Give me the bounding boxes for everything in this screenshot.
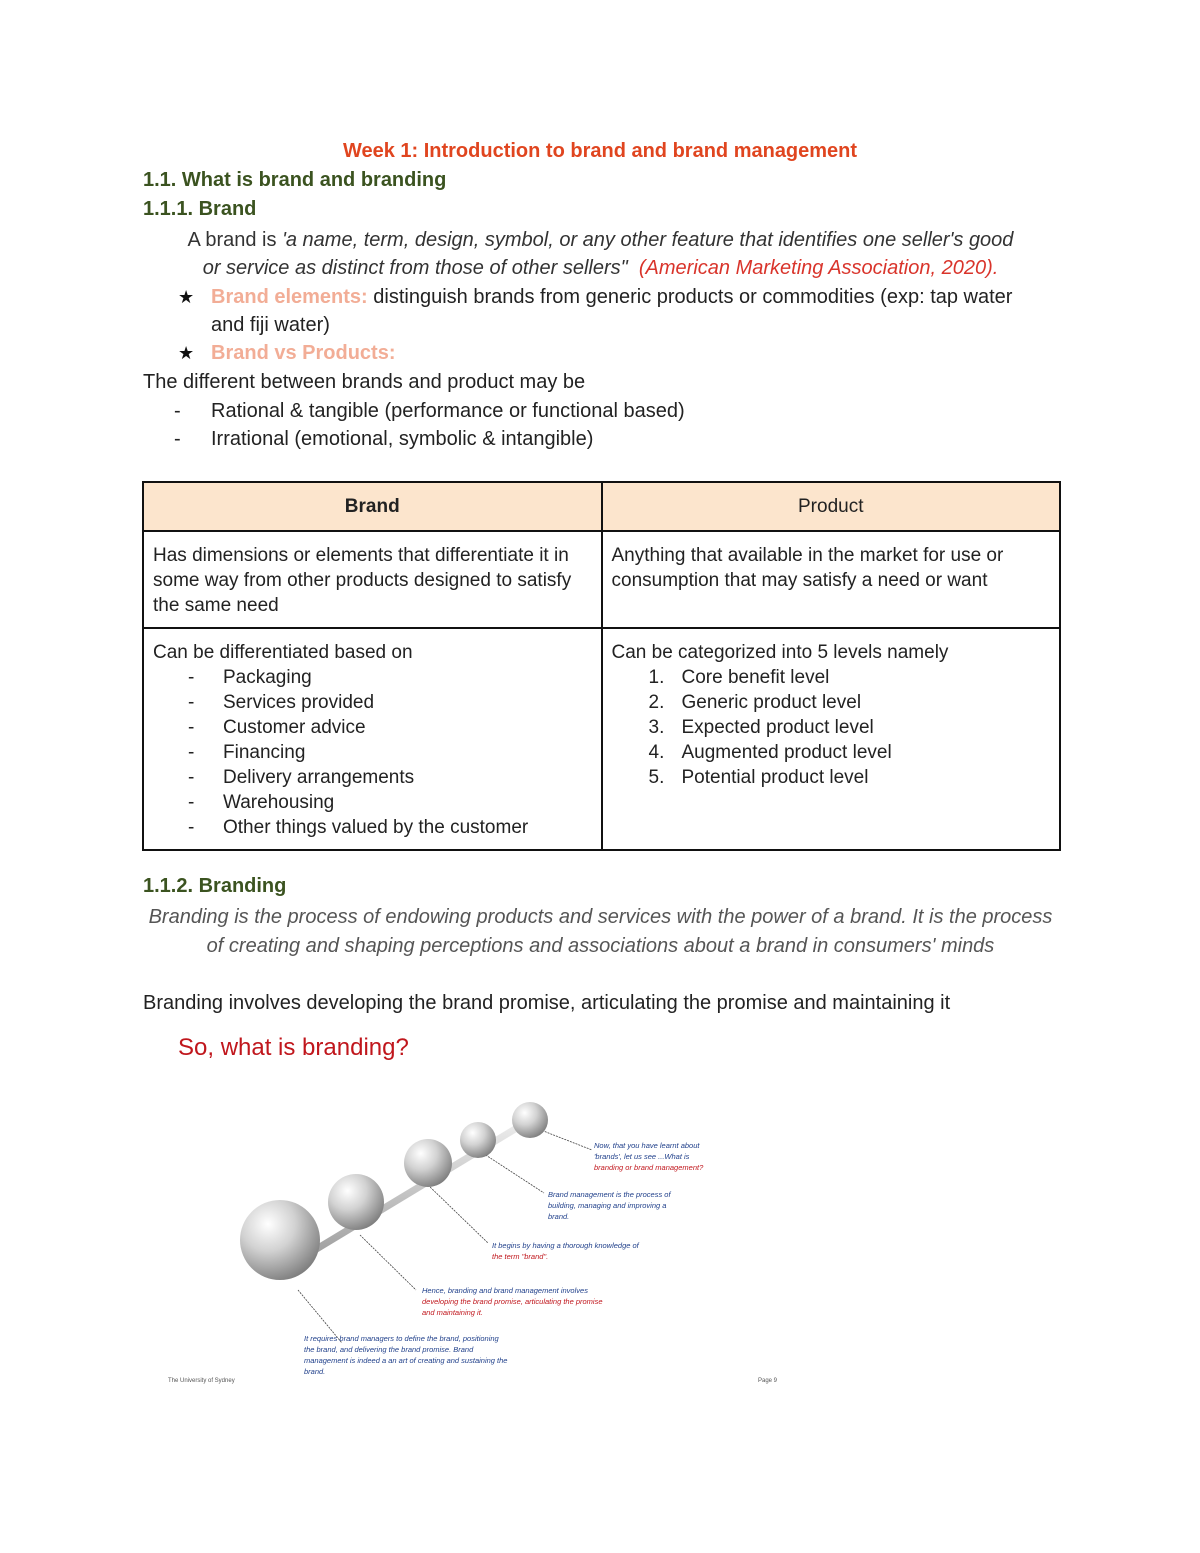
list-item: - Financing: [188, 742, 306, 763]
bullet-brand-elements: [178, 283, 1038, 339]
brand-definition-lead: A brand is: [187, 229, 283, 251]
brand-definition-quote-2: or service as distinct from those of other sellers": [202, 257, 628, 279]
table-cell: Anything that available in the market for use or consumption that may satisfy a need or want: [602, 531, 1061, 628]
differentiation-intro: Can be differentiated based on: [153, 642, 413, 663]
product-levels-list: [612, 665, 1051, 790]
table-cell: [602, 628, 1061, 850]
callout-1: Now, that you have learnt about 'brands', let us see ...What is branding or brand management?: [594, 1141, 704, 1172]
slide-title: So, what is branding?: [178, 1034, 409, 1061]
list-item: - Warehousing: [188, 792, 335, 813]
callout-5: It requires brand managers to define the brand, positioning the brand, and delivering the brand promise. Brand management is indeed a an art of creating and sustaining the brand.: [304, 1334, 508, 1376]
star-bullet-icon: ★: [178, 287, 195, 307]
sphere-4: [460, 1122, 496, 1158]
table-header-row: [143, 482, 1060, 531]
brand-vs-products-label: Brand vs Products:: [211, 342, 396, 364]
table-row: [143, 628, 1060, 850]
pointer-line: [478, 1150, 544, 1193]
list-item: - Rational & tangible (performance or functional based): [174, 400, 685, 422]
list-item: 5. Potential product level: [648, 767, 869, 788]
brand-definition: [143, 226, 1058, 282]
list-item: 3. Expected product level: [648, 717, 874, 738]
slide-footer-left: The University of Sydney: [168, 1378, 235, 1384]
list-item: - Irrational (emotional, symbolic & intangible): [174, 428, 594, 450]
citation: (American Marketing Association, 2020).: [638, 257, 999, 279]
section-heading-1-1-1: 1.1.1. Brand: [143, 198, 257, 220]
levels-intro: Can be categorized into 5 levels namely: [611, 642, 949, 663]
callout-2: Brand management is the process of building, managing and improving a brand.: [548, 1190, 671, 1221]
list-item: - Packaging: [188, 667, 312, 688]
differentiation-list: [153, 665, 592, 840]
brand-elements-text: distinguish brands from generic products or commodities (exp: tap water and fiji water): [211, 286, 1013, 336]
sphere-2: [328, 1174, 384, 1230]
table-cell: Has dimensions or elements that differentiate it in some way from other products designed to satisfy the same need: [143, 531, 602, 628]
section-heading-1-1-2: 1.1.2. Branding: [143, 875, 287, 897]
star-bullet-icon: ★: [178, 343, 195, 363]
list-item: - Other things valued by the customer: [188, 817, 529, 838]
list-item: - Delivery arrangements: [188, 767, 415, 788]
callout-4: Hence, branding and brand management involves developing the brand promise, articulating the promise and maintaining it.: [422, 1286, 603, 1317]
branding-slide-figure: [160, 1085, 800, 1395]
branding-definition: Branding is the process of endowing products and services with the power of a brand. It is the process of creating and shaping perceptions and associations about a brand in consumers' minds: [148, 906, 1053, 957]
list-item: 2. Generic product level: [648, 692, 862, 713]
brand-vs-product-table: [142, 481, 1061, 851]
difference-intro: The different between brands and product may be: [143, 371, 586, 393]
list-item: - Services provided: [188, 692, 375, 713]
brand-elements-label: Brand elements:: [211, 286, 368, 308]
slide-footer-right: Page 9: [758, 1378, 778, 1384]
column-header-product: Product: [602, 482, 1061, 531]
brand-definition-quote-1: 'a name, term, design, symbol, or any other feature that identifies one seller's good: [282, 229, 1014, 251]
list-item: - Customer advice: [188, 717, 366, 738]
column-header-brand: Brand: [143, 482, 602, 531]
sphere-5: [512, 1102, 548, 1138]
pointer-line: [428, 1185, 488, 1243]
section-heading-1-1: 1.1. What is brand and branding: [143, 169, 447, 191]
callout-3: It begins by having a thorough knowledge of the term "brand".: [492, 1241, 639, 1261]
list-item: 4. Augmented product level: [648, 742, 892, 763]
page-title: Week 1: Introduction to brand and brand management: [342, 140, 858, 162]
bullet-brand-vs-products: [178, 339, 1038, 367]
branding-promise: Branding involves developing the brand promise, articulating the promise and maintaining it: [143, 992, 951, 1014]
table-row: [143, 531, 1060, 628]
table-cell: [143, 628, 602, 850]
list-item: 1. Core benefit level: [648, 667, 830, 688]
sphere-3: [404, 1139, 452, 1187]
sphere-1: [240, 1200, 320, 1280]
pointer-line: [360, 1235, 416, 1290]
